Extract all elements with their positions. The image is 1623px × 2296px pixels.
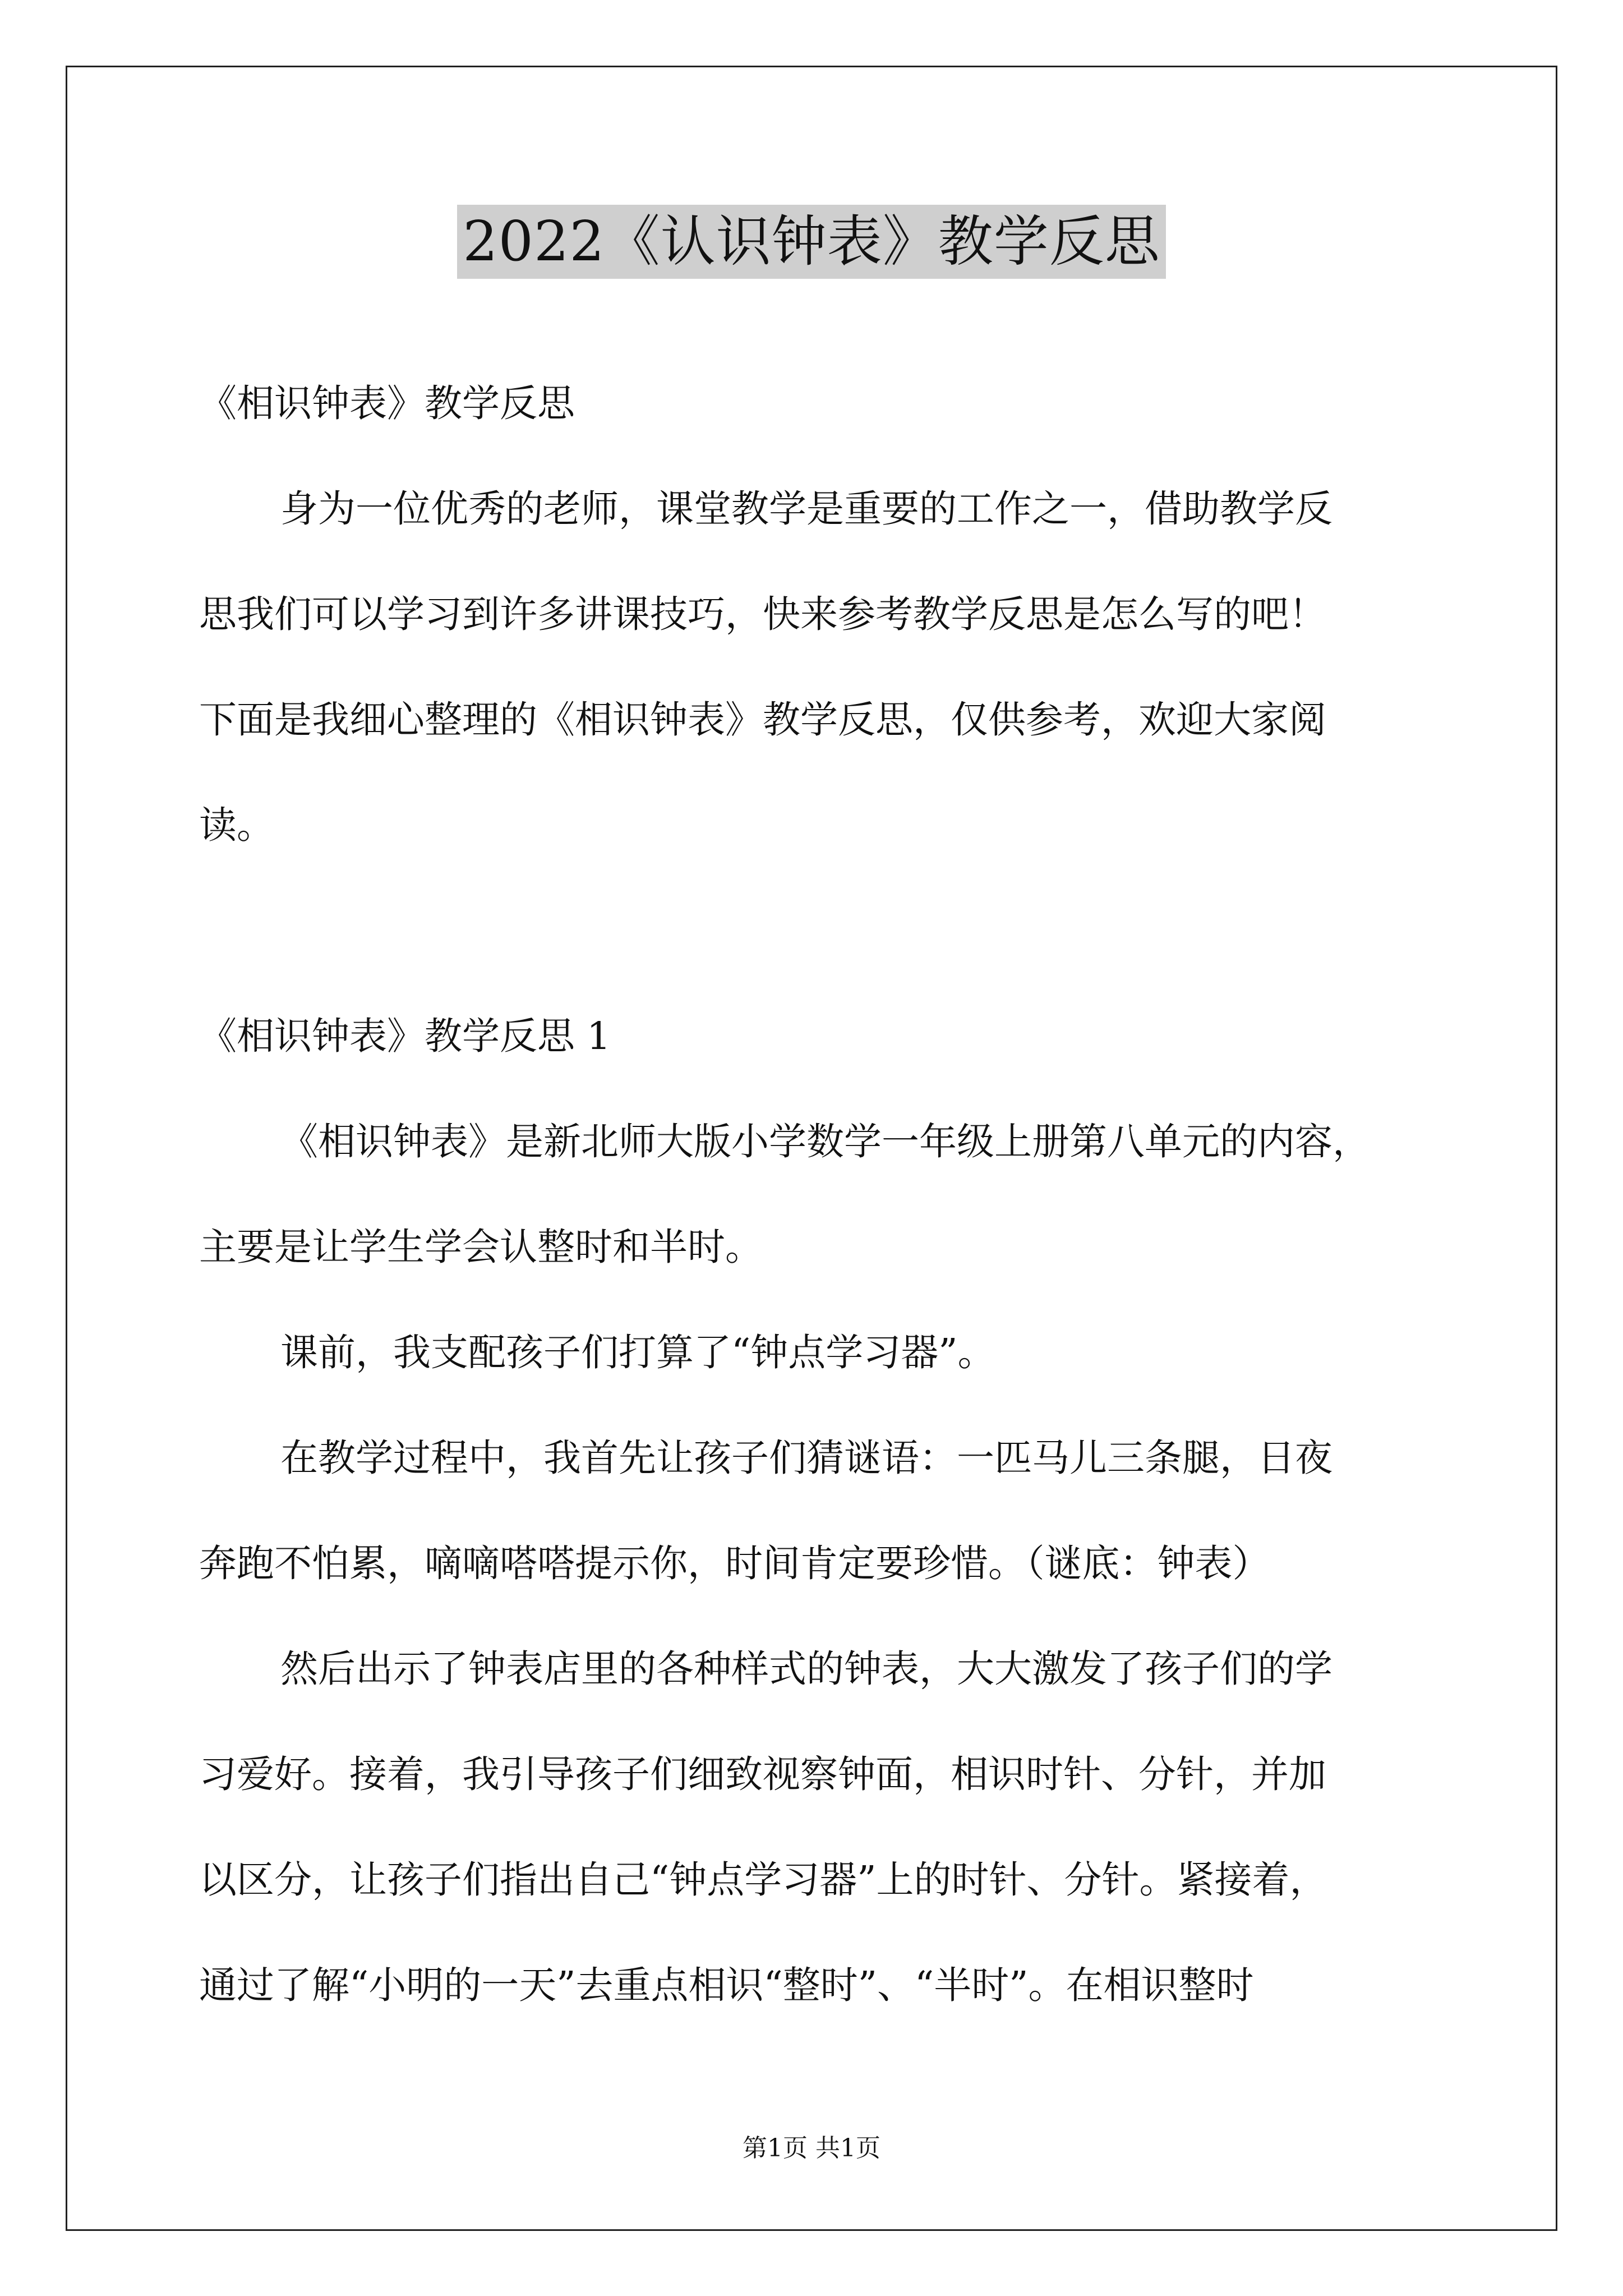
document-title: 2022《认识钟表》教学反思	[457, 205, 1165, 279]
title-container	[0, 205, 1623, 279]
intro-line-2: 思我们可以学习到许多讲课技巧，快来参考教学反思是怎么写的吧！	[199, 592, 1326, 636]
page-number: 第1页 共1页	[743, 2134, 880, 2162]
document-body	[199, 351, 1455, 2038]
subheading: 《相识钟表》教学反思	[199, 381, 575, 425]
page-footer	[0, 2132, 1623, 2165]
para4-line-1: 然后出示了钟表店里的各种样式的钟表，大大激发了孩子们的学	[280, 1647, 1332, 1691]
section-spacer	[199, 878, 1455, 983]
para1-line-1: 《相识钟表》是新北师大版小学数学一年级上册第八单元的内容，	[280, 1120, 1370, 1163]
intro-line-3: 下面是我细心整理的《相识钟表》教学反思，仅供参考，欢迎大家阅	[199, 698, 1326, 742]
para1-line-2: 主要是让学生学会认整时和半时。	[199, 1225, 763, 1269]
para3-line-1: 在教学过程中，我首先让孩子们猜谜语：一匹马儿三条腿，日夜	[280, 1436, 1332, 1480]
para2-line-1: 课前，我支配孩子们打算了“钟点学习器”。	[280, 1331, 995, 1374]
section-heading: 《相识钟表》教学反思 1	[199, 1014, 611, 1058]
para3-line-2: 奔跑不怕累，嘀嘀嗒嗒提示你，时间肯定要珍惜。（谜底：钟表）	[199, 1542, 1270, 1585]
para4-line-2: 习爱好。接着，我引导孩子们细致视察钟面，相识时针、分针，并加	[199, 1752, 1326, 1796]
para4-line-3: 以区分，让孩子们指出自己“钟点学习器”上的时针、分针。紧接着，	[199, 1858, 1327, 1902]
intro-line-1: 身为一位优秀的老师，课堂教学是重要的工作之一，借助教学反	[280, 487, 1332, 531]
intro-line-4: 读。	[199, 803, 274, 847]
para4-line-4: 通过了解“小明的一天”去重点相识“整时”、“半时”。在相识整时	[199, 1963, 1254, 2007]
